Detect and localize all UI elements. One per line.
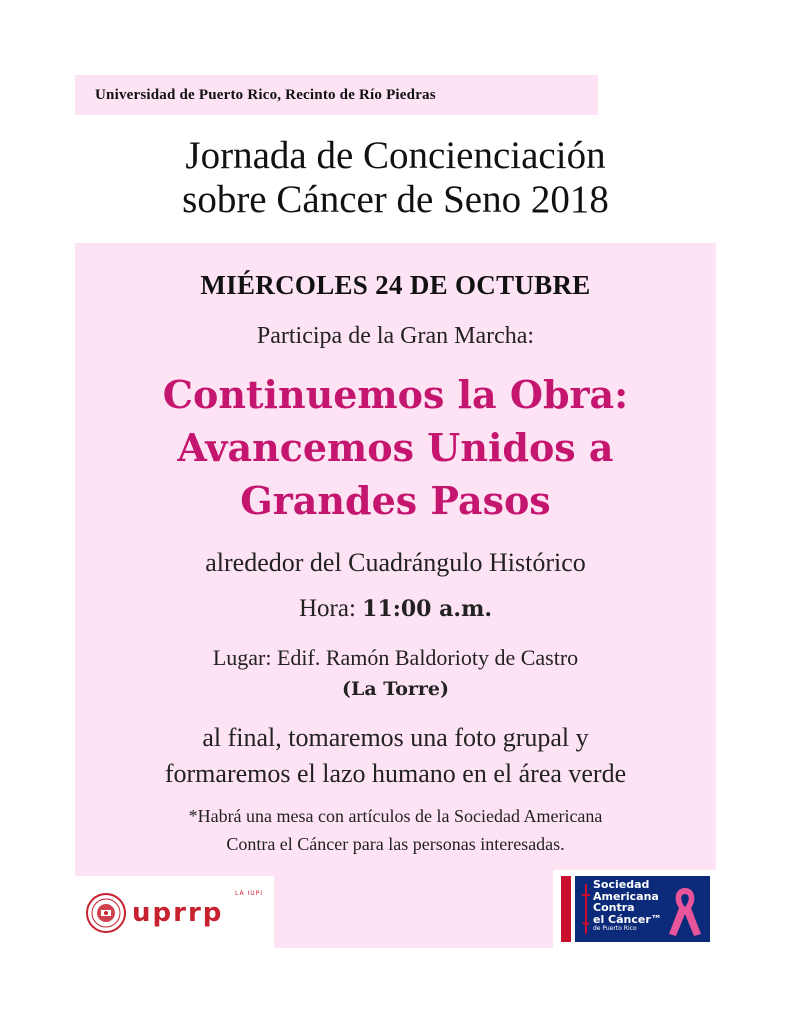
uprrp-logo bbox=[75, 876, 274, 948]
sac-line-5: de Puerto Rico bbox=[593, 925, 637, 932]
sac-logo bbox=[553, 870, 716, 948]
sword-icon bbox=[581, 882, 591, 940]
university-seal-icon bbox=[86, 893, 126, 933]
uprrp-tag: LA IUPI bbox=[235, 890, 264, 897]
closing-line-2: formaremos el lazo humano en el área verde bbox=[164, 759, 627, 788]
march-name-line-1: Continuemos la Obra: bbox=[162, 372, 629, 417]
title-line-1: Jornada de Concienciación bbox=[185, 134, 606, 177]
sac-line-4: el Cáncer™ bbox=[593, 912, 662, 926]
march-route: alrededor del Cuadrángulo Histórico bbox=[205, 548, 586, 577]
sac-line-2: Americana bbox=[593, 889, 659, 903]
sac-line-3: Contra bbox=[593, 901, 635, 914]
march-name-line-2: Avancemos Unidos a bbox=[177, 425, 614, 470]
event-hour bbox=[75, 595, 716, 623]
closing-line-1: al final, tomaremos una foto grupal y bbox=[202, 723, 589, 752]
footnote-line-1: *Habrá una mesa con artículos de la Sociedad Americana bbox=[188, 806, 603, 826]
event-date: MIÉRCOLES 24 DE OCTUBRE bbox=[200, 270, 591, 300]
title-line-2: sobre Cáncer de Seno 2018 bbox=[182, 178, 609, 221]
march-name-line-3: Grandes Pasos bbox=[240, 478, 551, 523]
sac-red-bar bbox=[561, 876, 571, 942]
uprrp-wordmark: uprrp bbox=[132, 898, 224, 928]
institution-name: Universidad de Puerto Rico, Recinto de Río Piedras bbox=[95, 86, 436, 103]
closing-activity bbox=[75, 720, 716, 792]
footnote bbox=[75, 802, 716, 858]
march-invite: Participa de la Gran Marcha: bbox=[256, 323, 535, 349]
pink-ribbon-icon bbox=[663, 882, 707, 940]
hour-value: 11:00 a.m. bbox=[362, 596, 493, 622]
march-name bbox=[75, 368, 716, 527]
institution-banner bbox=[75, 75, 598, 115]
sac-line-1: Sociedad bbox=[593, 878, 650, 891]
sac-wordmark bbox=[593, 879, 662, 933]
footnote-line-2: Contra el Cáncer para las personas interesadas. bbox=[226, 834, 565, 854]
event-place-alias: (La Torre) bbox=[341, 678, 449, 700]
hour-label: Hora: bbox=[298, 595, 356, 622]
event-place: Lugar: Edif. Ramón Baldorioty de Castro bbox=[212, 645, 579, 670]
page-title bbox=[0, 134, 791, 222]
